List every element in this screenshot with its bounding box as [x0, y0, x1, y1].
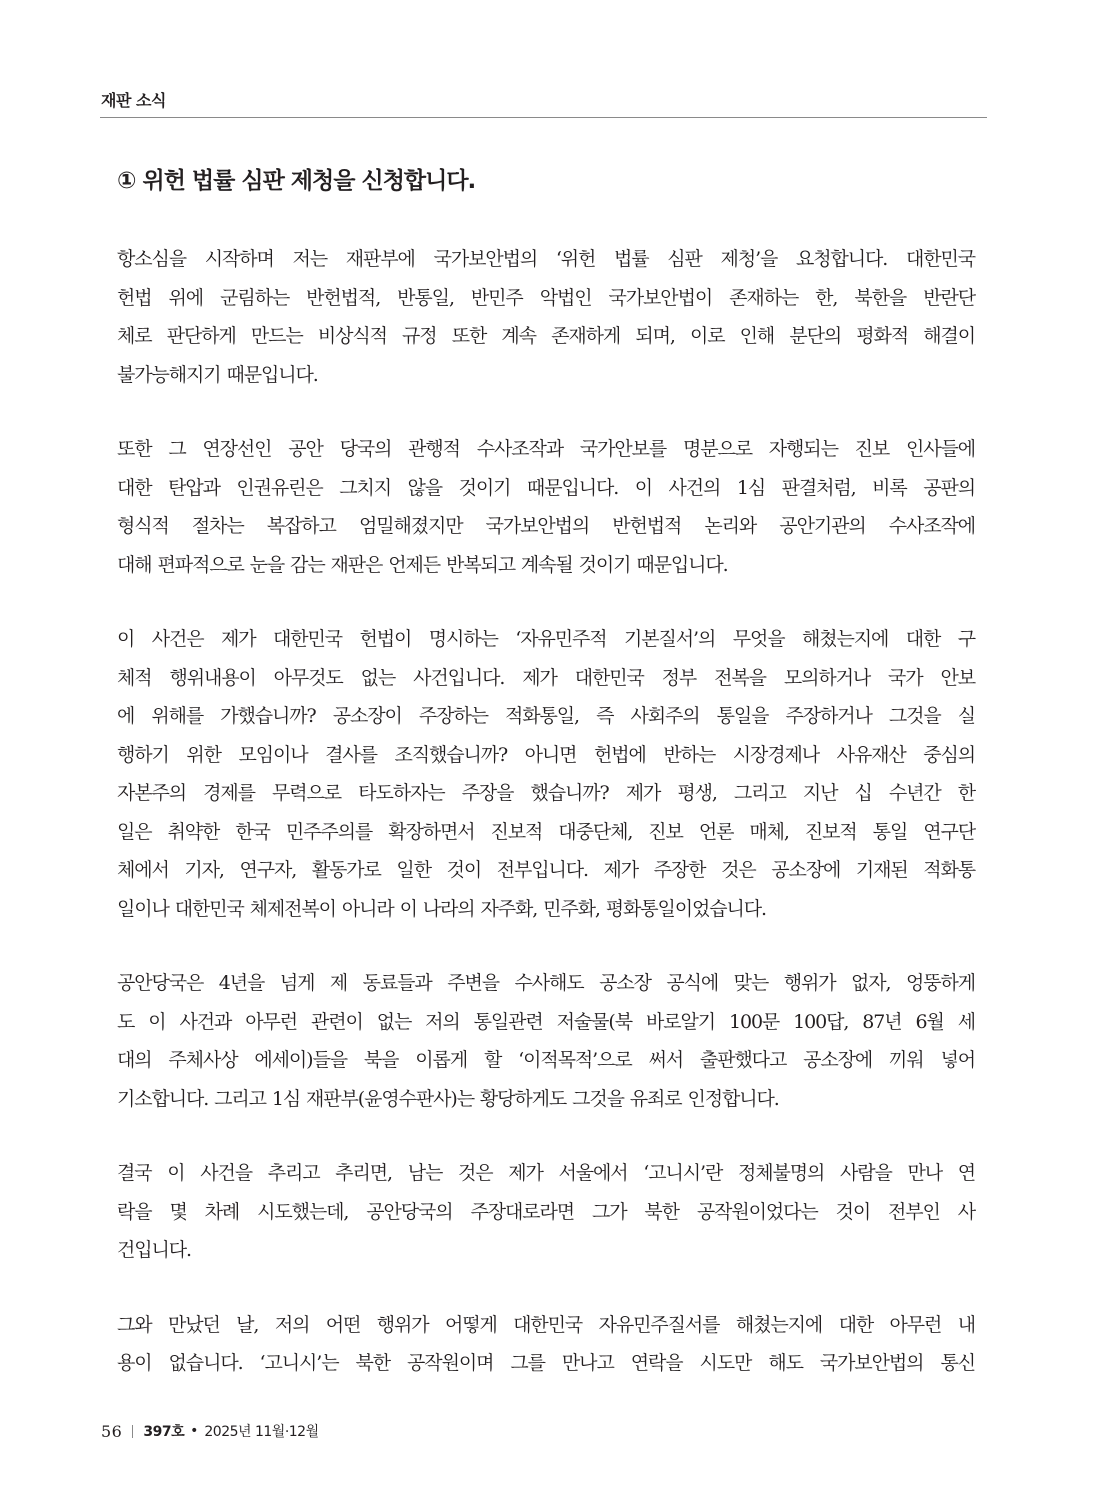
text-line: 기소합니다. 그리고 1심 재판부(윤영수판사)는 황당하게도 그것을 유죄로 인정합니다. — [117, 1087, 779, 1110]
text-line: 불가능해지기 때문입니다. — [117, 363, 318, 386]
footer-divider — [132, 1425, 133, 1438]
text-line: 용이 없습니다. ‘고니시’는 북한 공작원이며 그를 만나고 연락을 시도만 해도 국가보안법의 통신 — [117, 1352, 975, 1374]
text-line: 공안당국은 4년을 넘게 제 동료들과 주변을 수사해도 공소장 공식에 맞는 행위가 없자, 엉뚱하게 — [117, 972, 975, 994]
text-line: 일은 취약한 한국 민주주의를 확장하면서 진보적 대중단체, 진보 언론 매체, 진보적 통일 연구단 — [117, 820, 975, 843]
section-label: 재판 소식 — [101, 91, 166, 110]
text-line: 형식적 절차는 복잡하고 엄밀해졌지만 국가보안법의 반헌법적 논리와 공안기관의 수사조작에 — [117, 515, 975, 537]
paragraph — [117, 620, 975, 928]
issue-number: 397호 — [143, 1424, 185, 1440]
text-line: 체로 판단하게 만드는 비상식적 규정 또한 계속 존재하게 되며, 이로 인해 분단의 평화적 해결이 — [117, 325, 975, 347]
header-divider — [100, 117, 987, 118]
text-line: 체에서 기자, 연구자, 활동가로 일한 것이 전부입니다. 제가 주장한 것은 공소장에 기재된 적화통 — [117, 859, 975, 881]
text-line: 대의 주체사상 에세이)들을 북을 이롭게 할 ‘이적목적’으로 써서 출판했다고 공소장에 끼워 넣어 — [117, 1049, 975, 1071]
text-line: 락을 몇 차례 시도했는데, 공안당국의 주장대로라면 그가 북한 공작원이었다는 것이 전부인 사 — [117, 1200, 975, 1223]
page-footer — [101, 1421, 319, 1441]
text-line: 도 이 사건과 아무런 관련이 없는 저의 통일관련 저술물(북 바로알기 100문 100답, 87년 6월 세 — [117, 1010, 975, 1033]
text-line: 대해 편파적으로 눈을 감는 재판은 언제든 반복되고 계속될 것이기 때문입니다. — [117, 553, 728, 576]
text-line: 그와 만났던 날, 저의 어떤 행위가 어떻게 대한민국 자유민주질서를 해쳤는지에 대한 아무런 내 — [117, 1313, 975, 1336]
text-line: 대한 탄압과 인권유린은 그치지 않을 것이기 때문입니다. 이 사건의 1심 판결처럼, 비록 공판의 — [117, 476, 975, 499]
paragraph — [117, 430, 975, 584]
text-line: 헌법 위에 군림하는 반헌법적, 반통일, 반민주 악법인 국가보안법이 존재하는 한, 북한을 반란단 — [117, 286, 975, 309]
text-line: 에 위해를 가했습니까? 공소장이 주장하는 적화통일, 즉 사회주의 통일을 주장하거나 그것을 실 — [117, 705, 975, 727]
bullet-icon: • — [190, 1423, 199, 1439]
paragraph — [117, 240, 975, 394]
text-line: 또한 그 연장선인 공안 당국의 관행적 수사조작과 국가안보를 명분으로 자행되는 진보 인사들에 — [117, 438, 975, 460]
text-line: 체적 행위내용이 아무것도 없는 사건입니다. 제가 대한민국 정부 전복을 모의하거나 국가 안보 — [117, 666, 975, 689]
article-heading: ① 위헌 법률 심판 제청을 신청합니다. — [117, 168, 476, 194]
text-line: 건입니다. — [117, 1239, 191, 1261]
paragraph — [117, 1154, 975, 1270]
issue-date: 2025년 11월·12월 — [204, 1424, 319, 1440]
paragraph — [117, 964, 975, 1118]
paragraph — [117, 1306, 975, 1383]
page-number: 56 — [101, 1421, 123, 1441]
text-line: 일이나 대한민국 체제전복이 아니라 이 나라의 자주화, 민주화, 평화통일이었습니다. — [117, 897, 766, 920]
article-body — [117, 240, 975, 1419]
text-line: 결국 이 사건을 추리고 추리면, 남는 것은 제가 서울에서 ‘고니시’란 정체불명의 사람을 만나 연 — [117, 1162, 975, 1184]
text-line: 이 사건은 제가 대한민국 헌법이 명시하는 ‘자유민주적 기본질서’의 무엇을 해쳤는지에 대한 구 — [117, 628, 975, 650]
text-line: 행하기 위한 모임이나 결사를 조직했습니까? 아니면 헌법에 반하는 시장경제나 사유재산 중심의 — [117, 743, 975, 766]
text-line: 자본주의 경제를 무력으로 타도하자는 주장을 했습니까? 제가 평생, 그리고 지난 십 수년간 한 — [117, 782, 975, 804]
text-line: 항소심을 시작하며 저는 재판부에 국가보안법의 ‘위헌 법률 심판 제청’을 요청합니다. 대한민국 — [117, 248, 975, 270]
